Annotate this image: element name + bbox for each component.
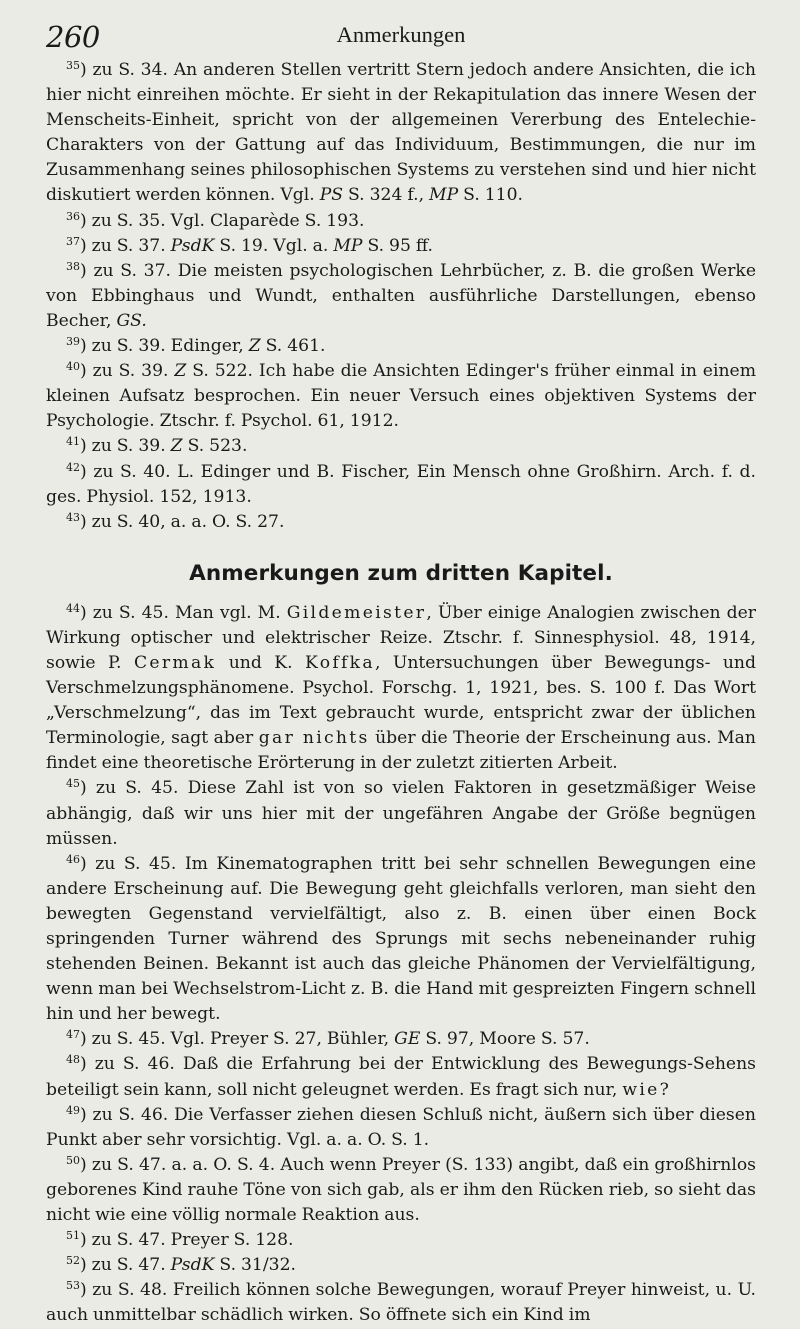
footnote: $^{45}$) zu S. 45. Diese Zahl ist von so vielen Faktoren in gesetzmäßiger Weise abhängig, daß wir uns hier mit der ungefähren Angabe der Größe begnügen müssen.: [46, 777, 757, 849]
footnote-text: zu S. 47.: [91, 1255, 166, 1276]
footnote: $^{50}$) zu S. 47. a. a. O. S. 4. Auch wenn Preyer (S. 133) angibt, daß ein großhirnlos geborenes Kind rauhe Töne von sich gab, als er ihm den Rücken rieb, so sieht das nicht wie eine völlig normale Reaktion aus.: [46, 1153, 756, 1226]
footnote-text: zu S. 47. a. a. O. S. 4. Auch wenn Preyer (S. 133) angibt, daß ein großhirnlos geborenes Kind rauhe Töne von sich gab, als er ihm den Rücken rieb, so sieht das nicht wie eine völlig normale Reaktion aus.: [46, 1154, 756, 1226]
footnote-text: zu S. 48. Freilich können solche Bewegungen, worauf Preyer hinweist, u. U. auch unmittelbar schädlich wirken. So öffnete sich ein Kind im: [46, 1280, 756, 1326]
footnote-number: 38: [66, 259, 80, 273]
abbrev: Z: [174, 361, 187, 382]
footnote-text: zu S. 37. Die meisten psychologischen Lehrbücher, z. B. die großen Werke von Ebbinghaus und Wundt, enthalten ausführliche Darstellungen, ebenso Becher,: [46, 260, 756, 331]
footnote-text: zu S. 46. Die Verfasser ziehen diesen Schluß nicht, äußern sich über diesen Punkt aber sehr vorsichtig. Vgl. a. a. O. S. 1.: [46, 1104, 756, 1150]
footnote-text: zu S. 34. An anderen Stellen vertritt Stern jedoch andere Ansichten, die ich hier nicht einreihen möchte. Er sieht in der Rekapitulation das innere Wesen der Menscheits-Einheit, spricht von der allgemeinen Vererbung des Entelechie-Charakters von der Gattung auf das Individuum, Bestimmungen, die nur im Zusammenhang seines philosophischen Systems zu verstehen sind und hier nicht diskutiert werden können. Vgl.: [46, 60, 756, 206]
footnote-text: S. 523.: [187, 436, 248, 457]
footnote-number: 36: [66, 209, 80, 223]
abbrev: MP: [429, 185, 459, 206]
footnote-text: S. 95 ff.: [367, 235, 433, 256]
footnote-text: zu S. 37.: [91, 235, 166, 256]
footnote-text: S. 110.: [463, 185, 524, 206]
footnote: $^{36}$) zu S. 35. Vgl. Claparède S. 193.: [66, 209, 365, 231]
author-name: Cermak: [133, 652, 217, 673]
footnote-text: und K.: [228, 652, 293, 673]
emphasis: gar nichts: [258, 728, 370, 749]
footnote-number: 37: [66, 234, 80, 248]
footnote: $^{41}$) zu S. 39. Z S. 523.: [66, 435, 248, 457]
abbrev: GE: [394, 1029, 421, 1050]
footnote: $^{47}$) zu S. 45. Vgl. Preyer S. 27, Bühler, GE S. 97, Moore S. 57.: [66, 1028, 590, 1050]
footnote-text: über die Theorie der Erscheinung aus. Man findet eine theoretische Erörterung in der zuletzt zitierten Arbeit.: [46, 728, 757, 774]
footnote-number: 41: [66, 435, 80, 449]
footnote: $^{52}$) zu S. 47. PsdK S. 31/32.: [66, 1254, 296, 1276]
abbrev: PS: [319, 185, 344, 206]
footnote-number: 50: [66, 1153, 80, 1167]
footnote: $^{53}$) zu S. 48. Freilich können solche Bewegungen, worauf Preyer hinweist, u. U. auch unmittelbar schädlich wirken. So öffnete sich ein Kind im: [46, 1279, 756, 1326]
footnote: $^{46}$) zu S. 45. Im Kinematographen tritt bei sehr schnellen Bewegungen eine andere Erscheinung auf. Die Bewegung geht gleichfalls verloren, man sieht den bewegten Gegenstand vervielfältigt, also z. B. einen über einen Bock springenden Turner während des Sprungs mit sechs nebeneinander ruhig stehenden Beinen. Bekannt ist auch das gleiche Phänomen der Vervielfältigung, wenn man bei Wechselstrom-Licht z. B. die Hand mit gespreizten Fingern schnell hin und her bewegt.: [46, 852, 756, 1025]
abbrev: PsdK: [170, 1255, 215, 1276]
footnote: $^{39}$) zu S. 39. Edinger, Z S. 461.: [66, 335, 326, 357]
footnote: $^{49}$) zu S. 46. Die Verfasser ziehen diesen Schluß nicht, äußern sich über diesen Punkt aber sehr vorsichtig. Vgl. a. a. O. S. 1.: [46, 1103, 756, 1150]
footnote: $^{51}$) zu S. 47. Preyer S. 128.: [66, 1229, 294, 1251]
footnote-text: zu S. 35. Vgl. Claparède S. 193.: [91, 210, 365, 231]
footnote-number: 51: [66, 1229, 80, 1243]
footnote-number: 45: [66, 777, 80, 791]
abbrev: Z: [170, 436, 183, 457]
section-heading: Anmerkungen zum dritten Kapitel.: [189, 560, 613, 586]
abbrev: Z: [248, 336, 261, 357]
footnote-number: 43: [66, 510, 80, 524]
footnote-text: S. 31/32.: [219, 1255, 296, 1276]
footnote-text: zu S. 39.: [92, 361, 169, 382]
footnote-number: 48: [66, 1053, 80, 1067]
footnote-text: S. 522. Ich habe die Ansichten Edinger's früher einmal in einem kleinen Aufsatz besprochen. Ein neuer Versuch eines objektiven Systems der Psychologie. Ztschr. f. Psychol. 61, 1912.: [46, 361, 757, 432]
footnote: $^{43}$) zu S. 40, a. a. O. S. 27.: [66, 510, 285, 532]
footnote-text: S. 461.: [265, 336, 326, 357]
footnote-number: 40: [66, 360, 80, 374]
footnote: $^{35}$) zu S. 34. An anderen Stellen vertritt Stern jedoch andere Ansichten, die ich hier nicht einreihen möchte. Er sieht in der Rekapitulation das innere Wesen der Menscheits-Einheit, spricht von der allgemeinen Vererbung des Entelechie-Charakters von der Gattung auf das Individuum, Bestimmungen, die nur im Zusammenhang seines philosophischen Systems zu verstehen sind und hier nicht diskutiert werden können. Vgl. PS S. 324 f., MP S. 110.: [46, 59, 756, 206]
running-title: Anmerkungen: [336, 22, 466, 47]
footnote-text: zu S. 45. Vgl. Preyer S. 27, Bühler,: [91, 1029, 390, 1050]
footnote-number: 49: [66, 1103, 80, 1117]
footnote-text: zu S. 45. Im Kinematographen tritt bei sehr schnellen Bewegungen eine andere Erscheinung auf. Die Bewegung geht gleichfalls verloren, man sieht den bewegten Gegenstand vervielfältigt, also z. B. einen über einen Bock springenden Turner während des Sprungs mit sechs nebeneinander ruhig stehenden Beinen. Bekannt ist auch das gleiche Phänomen der Vervielfältigung, wenn man bei Wechselstrom-Licht z. B. die Hand mit gespreizten Fingern schnell hin und her bewegt.: [46, 853, 756, 1025]
footnote-text: zu S. 39.: [91, 436, 166, 457]
footnote-text: S. 19. Vgl. a.: [219, 235, 329, 256]
footnote-number: 47: [66, 1028, 80, 1042]
abbrev: PsdK: [170, 235, 215, 256]
footnote: $^{48}$) zu S. 46. Daß die Erfahrung bei der Entwicklung des Bewegungs-Sehens beteiligt sein kann, soll nicht geleugnet werden. Es fragt sich nur, wie?: [46, 1053, 756, 1100]
footnote-text: zu S. 46. Daß die Erfahrung bei der Entwicklung des Bewegungs-Sehens beteiligt sein kann, soll nicht geleugnet werden. Es fragt sich nur,: [46, 1054, 756, 1100]
footnote-number: 39: [66, 335, 80, 349]
page-number: 260: [46, 20, 100, 54]
footnote-text: , Untersuchungen über Bewegungs- und Verschmelzungsphänomene. Psychol. Forschg. 1, 1921, bes. S. 100 f. Das Wort „Verschmelzung“, das im Text gebraucht wurde, entspricht zwar der üblichen Terminologie, sagt aber: [46, 652, 756, 749]
footnote-number: 44: [66, 601, 80, 615]
footnote: $^{40}$) zu S. 39. Z S. 522. Ich habe die Ansichten Edinger's früher einmal in einem kleinen Aufsatz besprochen. Ein neuer Versuch eines objektiven Systems der Psychologie. Ztschr. f. Psychol. 61, 1912.: [46, 360, 757, 432]
footnote: $^{38}$) zu S. 37. Die meisten psychologischen Lehrbücher, z. B. die großen Werke von Ebbinghaus und Wundt, enthalten ausführliche Darstellungen, ebenso Becher, GS.: [46, 259, 756, 331]
emphasis: wie?: [622, 1079, 672, 1100]
page-header: [46, 18, 756, 58]
abbrev: MP: [333, 235, 363, 256]
abbrev: GS.: [116, 310, 147, 331]
footnote-text: zu S. 45. Man vgl. M.: [92, 602, 281, 623]
author-name: Gildemeister: [286, 602, 427, 623]
footnote-text: zu S. 47. Preyer S. 128.: [91, 1230, 294, 1251]
footnote-number: 42: [66, 460, 80, 474]
footnote-text: zu S. 45. Diese Zahl ist von so vielen Faktoren in gesetzmäßiger Weise abhängig, daß wir uns hier mit der ungefähren Angabe der Größe begnügen müssen.: [46, 778, 757, 849]
footnote-text: , Über einige Analogien zwischen der Wirkung optischer und elektrischer Reize. Ztschr. f. Sinnesphysiol. 48, 1914, sowie P.: [46, 602, 756, 673]
notes-chapter-three: [46, 601, 756, 1329]
author-name: Koffka: [305, 652, 375, 673]
footnote-number: 35: [66, 59, 80, 72]
footnote-text: S. 324 f.,: [348, 185, 425, 206]
footnote-text: S. 97, Moore S. 57.: [425, 1029, 590, 1050]
footnote-number: 53: [66, 1279, 80, 1293]
footnote-text: zu S. 40, a. a. O. S. 27.: [91, 511, 285, 532]
footnote-text: zu S. 40. L. Edinger und B. Fischer, Ein Mensch ohne Großhirn. Arch. f. d. ges. Physiol. 152, 1913.: [46, 461, 756, 507]
notes-before-section: [46, 58, 756, 535]
footnote: $^{44}$) zu S. 45. Man vgl. M. Gildemeister, Über einige Analogien zwischen der Wirkung optischer und elektrischer Reize. Ztschr. f. Sinnesphysiol. 48, 1914, sowie P. Cermak und K. Koffka, Untersuchungen über Bewegungs- und Verschmelzungsphänomene. Psychol. Forschg. 1, 1921, bes. S. 100 f. Das Wort „Verschmelzung“, das im Text gebraucht wurde, entspricht zwar der üblichen Terminologie, sagt aber gar nichts über die Theorie der Erscheinung aus. Man findet eine theoretische Erörterung in der zuletzt zitierten Arbeit.: [46, 601, 757, 774]
footnote-number: 46: [66, 852, 80, 866]
footnote: $^{37}$) zu S. 37. PsdK S. 19. Vgl. a. MP S. 95 ff.: [66, 234, 433, 256]
footnote-text: zu S. 39. Edinger,: [91, 336, 244, 357]
footnote-number: 52: [66, 1254, 80, 1268]
footnote: $^{42}$) zu S. 40. L. Edinger und B. Fischer, Ein Mensch ohne Großhirn. Arch. f. d. ges. Physiol. 152, 1913.: [46, 460, 756, 507]
